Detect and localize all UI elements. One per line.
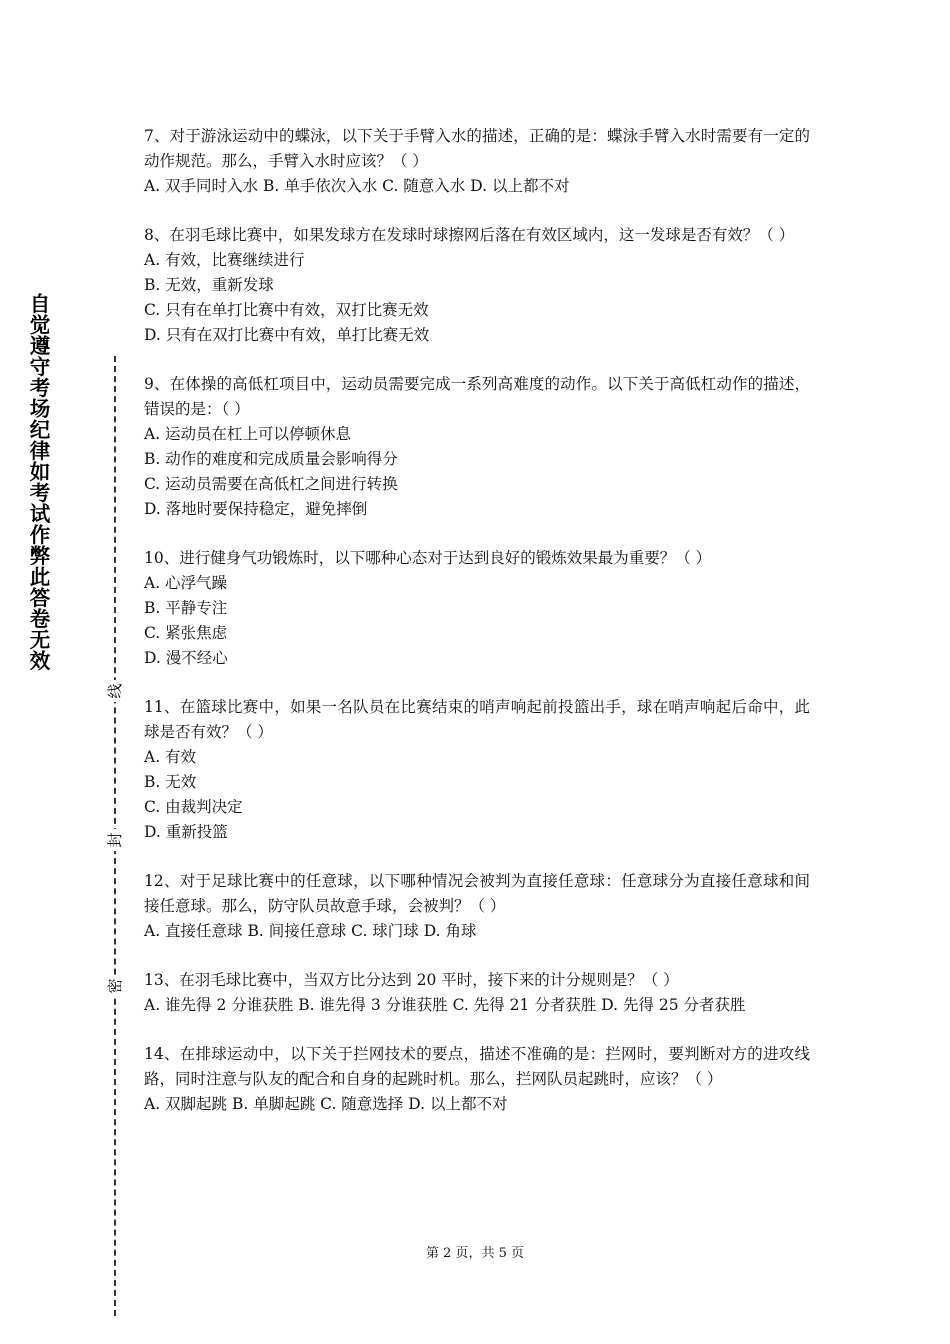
question-option: B. 动作的难度和完成质量会影响得分 (144, 450, 398, 468)
question-option: A. 双脚起跳 B. 单脚起跳 C. 随意选择 D. 以上都不对 (144, 1095, 508, 1113)
question-option: C. 紧张焦虑 (144, 624, 228, 642)
question-option: C. 只有在单打比赛中有效，双打比赛无效 (144, 301, 429, 319)
page-number: 第 2 页，共 5 页 (425, 1246, 525, 1261)
question-option: B. 无效 (144, 773, 197, 791)
question-option: A. 运动员在杠上可以停顿休息 (144, 425, 352, 443)
question-7 (144, 124, 810, 199)
question-option: C. 由裁判决定 (144, 798, 243, 816)
question-option: A. 有效，比赛继续进行 (144, 251, 305, 269)
question-option: D. 漫不经心 (144, 649, 228, 667)
question-option: A. 心浮气躁 (144, 574, 228, 592)
question-stem: 13、在羽毛球比赛中，当双方比分达到 20 平时，接下来的计分规则是？（ ） (144, 971, 679, 989)
question-11 (144, 695, 810, 845)
question-option: A. 双手同时入水 B. 单手依次入水 C. 随意入水 D. 以上都不对 (144, 177, 570, 195)
question-stem: 9、在体操的高低杠项目中，运动员需要完成一系列高难度的动作。以下关于高低杠动作的描述，错误的是：（ ） (144, 375, 810, 418)
question-8 (144, 223, 810, 348)
question-stem: 7、对于游泳运动中的蝶泳，以下关于手臂入水的描述，正确的是：蝶泳手臂入水时需要有一定的动作规范。那么，手臂入水时应该？（ ） (144, 127, 810, 170)
question-option: D. 重新投篮 (144, 823, 228, 841)
question-option: B. 平静专注 (144, 599, 228, 617)
question-option: A. 谁先得 2 分谁获胜 B. 谁先得 3 分谁获胜 C. 先得 21 分者获胜 D. 先得 25 分者获胜 (144, 996, 746, 1014)
question-stem: 8、在羽毛球比赛中，如果发球方在发球时球擦网后落在有效区域内，这一发球是否有效？（ ） (144, 226, 795, 244)
question-stem: 12、对于足球比赛中的任意球，以下哪种情况会被判为直接任意球：任意球分为直接任意球和间接任意球。那么，防守队员故意手球，会被判？（ ） (144, 872, 810, 915)
question-10 (144, 546, 810, 671)
question-13 (144, 968, 810, 1018)
exam-discipline-notice: 自觉遵守考场纪律如考试作弊此答卷无效 (29, 292, 51, 673)
question-14 (144, 1042, 810, 1117)
question-option: C. 运动员需要在高低杠之间进行转换 (144, 475, 398, 493)
question-9 (144, 372, 810, 522)
question-option: B. 无效，重新发球 (144, 276, 274, 294)
question-option: D. 落地时要保持稳定，避免摔倒 (144, 500, 368, 518)
question-option: A. 有效 (144, 748, 197, 766)
question-stem: 11、在篮球比赛中，如果一名队员在比赛结束的哨声响起前投篮出手，球在哨声响起后命中，此球是否有效？（ ） (144, 698, 810, 741)
question-option: D. 只有在双打比赛中有效，单打比赛无效 (144, 326, 430, 344)
question-option: A. 直接任意球 B. 间接任意球 C. 球门球 D. 角球 (144, 922, 477, 940)
seal-mark-secret: 密 (104, 975, 126, 997)
question-12 (144, 869, 810, 944)
question-stem: 14、在排球运动中，以下关于拦网技术的要点，描述不准确的是：拦网时，要判断对方的进攻线路，同时注意与队友的配合和自身的起跳时机。那么，拦网队员起跳时，应该？（ ） (144, 1045, 810, 1088)
seal-mark-seal: 封 (104, 829, 126, 851)
seal-mark-line: 线 (104, 680, 126, 702)
question-list (144, 124, 810, 1141)
question-stem: 10、进行健身气功锻炼时，以下哪种心态对于达到良好的锻炼效果最为重要？（ ） (144, 549, 712, 567)
